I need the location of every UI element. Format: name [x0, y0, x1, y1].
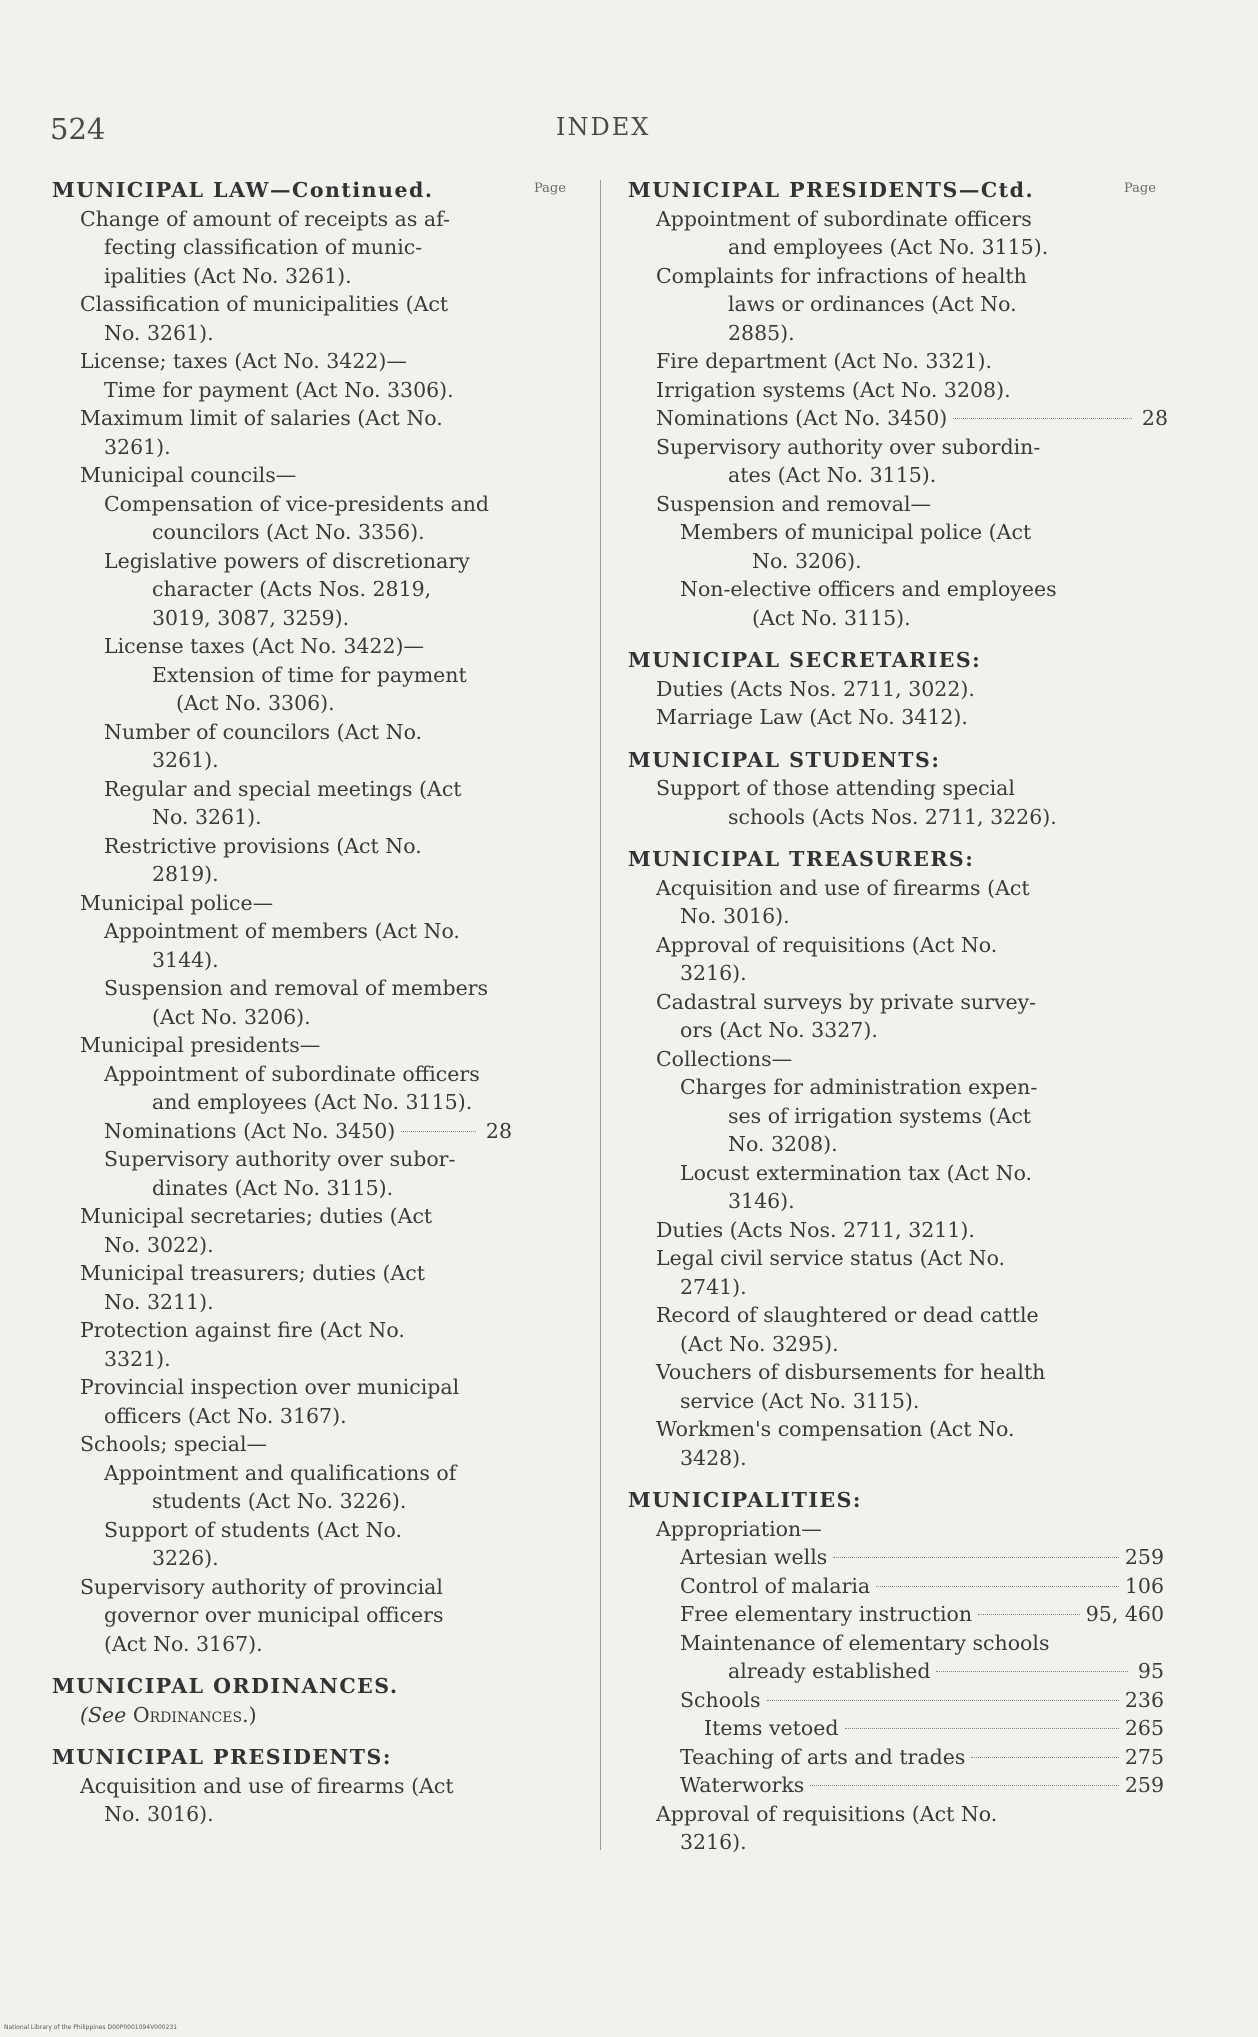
index-entry: Collections—: [656, 1046, 793, 1071]
index-heading: MUNICIPAL STUDENTS:: [628, 747, 941, 772]
index-entry-with-page: [628, 404, 1168, 433]
index-entry: Approval of requisitions (Act No.: [656, 932, 998, 957]
index-entry-cont: No. 3261).: [104, 320, 214, 345]
right-column-inner: [628, 433, 1088, 1544]
index-entry: Cadastral surveys by private survey-: [656, 989, 1037, 1014]
page-ref: 28: [1141, 406, 1168, 430]
right-column-inner: [628, 176, 1088, 404]
right-column: [628, 176, 1168, 1857]
appropriation-item: [628, 1543, 1164, 1572]
page-ref: 275: [1124, 1744, 1164, 1769]
page-number: 524: [50, 112, 106, 146]
index-subentry: Non-elective officers and employees: [680, 577, 1057, 601]
index-entry-cont: No. 3016).: [104, 1802, 214, 1826]
index-subentry: Support of students (Act No.: [104, 1517, 403, 1542]
index-entry: Irrigation systems (Act No. 3208).: [656, 377, 1011, 402]
index-subentry: Regular and special meetings (Act: [104, 776, 462, 801]
index-subentry-cont: students (Act No. 3226).: [152, 1489, 407, 1513]
index-subentry-cont: 3019, 3087, 3259).: [152, 605, 350, 630]
index-subentry-with-page: [52, 1117, 512, 1146]
index-entry-cont: (Act No. 3167).: [104, 1631, 263, 1656]
see-prefix: (See: [80, 1702, 133, 1727]
right-column-inner: [628, 1800, 1088, 1857]
index-subentry-cont: ses of irrigation systems (Act: [728, 1103, 1032, 1128]
index-subentry-cont: dinates (Act No. 3115).: [152, 1175, 394, 1200]
index-entry: Approval of requisitions (Act No.: [656, 1801, 998, 1826]
index-entry-cont: service (Act No. 3115).: [680, 1388, 920, 1413]
index-heading: MUNICIPAL PRESIDENTS—Ctd.: [628, 178, 1035, 202]
index-entry-cont: officers (Act No. 3167).: [104, 1403, 347, 1428]
see-reference: [52, 1701, 512, 1730]
index-heading: MUNICIPALITIES:: [628, 1488, 862, 1512]
index-entry-cont: 3321).: [104, 1346, 171, 1371]
dot-leader: [401, 1131, 476, 1132]
index-entry-cont: ors (Act No. 3327).: [680, 1018, 878, 1042]
see-target: Ordinances: [132, 1702, 243, 1727]
index-entry: Change of amount of receipts as af-: [80, 206, 450, 231]
index-heading: MUNICIPAL SECRETARIES:: [628, 648, 982, 672]
index-subentry: Compensation of vice-presidents and: [104, 491, 490, 516]
index-entry: Municipal secretaries; duties (Act: [80, 1204, 433, 1228]
index-entry: Marriage Law (Act No. 3412).: [656, 705, 968, 729]
index-entry-cont: No. 3016).: [680, 904, 790, 928]
index-subentry: Suspension and removal of members: [104, 976, 489, 1000]
index-entry: Maximum limit of salaries (Act No.: [80, 406, 443, 430]
index-entry: Workmen's compensation (Act No.: [656, 1417, 1015, 1441]
entry-text: Nominations (Act No. 3450): [104, 1118, 396, 1143]
entry-text: Nominations (Act No. 3450): [656, 406, 948, 430]
see-suffix: .): [242, 1702, 257, 1727]
index-entry-cont: 3216).: [680, 1830, 747, 1854]
page-ref: 95, 460: [1085, 1602, 1164, 1626]
appropriation-subitem: [628, 1714, 1164, 1743]
index-entry-cont: governor over municipal officers: [104, 1603, 444, 1627]
index-entry: Municipal presidents—: [80, 1033, 321, 1057]
index-subentry: Restrictive provisions (Act No.: [104, 833, 422, 858]
index-entry: Fire department (Act No. 3321).: [656, 349, 993, 373]
index-subentry-cont: 3261).: [152, 748, 219, 772]
index-subentry-cont: (Act No. 3115).: [752, 605, 911, 630]
index-subentry-cont: No. 3261).: [152, 805, 262, 829]
appropriation-item: [628, 1600, 1164, 1629]
appropriation-item: [628, 1572, 1164, 1601]
index-entry: Suspension and removal—: [656, 491, 931, 516]
index-entry: Municipal treasurers; duties (Act: [80, 1261, 426, 1285]
index-subentry: Members of municipal police (Act: [680, 520, 1032, 544]
left-column: [52, 176, 512, 1829]
page-column-label-left: Page: [534, 181, 566, 196]
appropriation-item: Maintenance of elementary schools: [680, 1630, 1050, 1655]
page-ref: 259: [1124, 1773, 1164, 1797]
appropriation-item-cont: [628, 1657, 1164, 1686]
index-entry: Protection against fire (Act No.: [80, 1318, 405, 1342]
index-subentry: Appointment of members (Act No.: [104, 919, 460, 943]
page-column-label-right: Page: [1124, 181, 1156, 196]
running-head: INDEX: [556, 113, 651, 141]
entry-text: already established: [728, 1659, 931, 1683]
column-divider: [600, 180, 601, 1850]
index-entry: Municipal police—: [80, 890, 274, 915]
dot-leader: [810, 1785, 1119, 1786]
page-ref: 236: [1124, 1687, 1164, 1712]
index-entry: Schools; special—: [80, 1432, 268, 1456]
index-entry-cont: and employees (Act No. 3115).: [728, 235, 1049, 259]
index-entry-cont: fecting classification of munic-: [104, 235, 423, 259]
index-entry: Supervisory authority of provincial: [80, 1574, 443, 1599]
index-subentry: Supervisory authority over subor-: [104, 1147, 456, 1171]
index-entry: Vouchers of disbursements for health: [656, 1360, 1046, 1384]
index-entry: Municipal councils—: [80, 463, 297, 487]
index-subentry-cont: councilors (Act No. 3356).: [152, 520, 425, 544]
dot-leader: [936, 1671, 1128, 1672]
index-entry: Acquisition and use of firearms (Act: [656, 875, 1030, 900]
index-subsubentry: Extension of time for payment: [152, 662, 467, 687]
index-entry-cont: laws or ordinances (Act No.: [728, 292, 1017, 316]
entry-text: Schools: [680, 1687, 761, 1712]
index-entry-cont: No. 3211).: [104, 1289, 214, 1314]
index-entry: Supervisory authority over subordin-: [656, 434, 1041, 459]
index-entry-cont: ipalities (Act No. 3261).: [104, 263, 352, 288]
entry-text: Free elementary instruction: [680, 1602, 973, 1626]
page-ref: 28: [485, 1118, 512, 1143]
dot-leader: [978, 1614, 1080, 1615]
index-entry: Provincial inspection over municipal: [80, 1375, 460, 1399]
index-entry: Acquisition and use of firearms (Act: [80, 1773, 454, 1798]
index-heading: MUNICIPAL PRESIDENTS:: [52, 1745, 392, 1769]
index-entry: Complaints for infractions of health: [656, 263, 1027, 288]
index-subentry-cont: 3146).: [728, 1189, 795, 1213]
index-subentry: Charges for administration expen-: [680, 1075, 1038, 1099]
index-subentry-cont: No. 3208).: [728, 1132, 838, 1156]
entry-text: Artesian wells: [680, 1545, 828, 1569]
page-ref: 265: [1124, 1716, 1164, 1740]
dot-leader: [876, 1586, 1119, 1587]
index-subentry: Time for payment (Act No. 3306).: [104, 377, 454, 402]
entry-text: Teaching of arts and trades: [680, 1744, 966, 1769]
appropriation-item: [628, 1743, 1164, 1772]
index-subentry-cont: character (Acts Nos. 2819,: [152, 577, 432, 601]
index-subentry-cont: (Act No. 3206).: [152, 1004, 311, 1029]
index-entry: Support of those attending special: [656, 776, 1015, 800]
appropriation-list: [628, 1543, 1164, 1800]
index-subentry: License taxes (Act No. 3422)—: [104, 634, 425, 658]
dot-leader: [767, 1700, 1119, 1701]
dot-leader: [971, 1757, 1119, 1758]
index-entry-cont: 3216).: [680, 961, 747, 985]
dot-leader: [845, 1728, 1119, 1729]
index-entry-cont: No. 3022).: [104, 1232, 214, 1257]
index-entry: Appointment of subordinate officers: [656, 206, 1032, 231]
index-entry-cont: 2741).: [680, 1274, 747, 1299]
index-entry-cont: (Act No. 3295).: [680, 1331, 839, 1356]
entry-text: Control of malaria: [680, 1573, 871, 1598]
index-subentry: Legislative powers of discretionary: [104, 548, 470, 573]
page-ref: 95: [1137, 1659, 1164, 1683]
index-subentry-cont: 2819).: [152, 862, 219, 886]
index-subentry: Appointment and qualifications of: [104, 1460, 457, 1485]
appropriation-item: [628, 1771, 1164, 1800]
index-entry: Legal civil service status (Act No.: [656, 1246, 1006, 1270]
index-subentry: Number of councilors (Act No.: [104, 719, 423, 744]
page-ref: 106: [1124, 1573, 1164, 1598]
index-subsubentry-cont: (Act No. 3306).: [176, 691, 335, 715]
index-entry: Classification of municipalities (Act: [80, 292, 449, 316]
page-ref: 259: [1124, 1545, 1164, 1569]
index-entry: Appropriation—: [656, 1516, 822, 1541]
index-entry-cont: schools (Acts Nos. 2711, 3226).: [728, 804, 1057, 829]
index-subentry-cont: 3144).: [152, 947, 219, 972]
index-entry: License; taxes (Act No. 3422)—: [80, 349, 407, 373]
index-heading: MUNICIPAL LAW—Continued.: [52, 178, 434, 202]
index-entry: Record of slaughtered or dead cattle: [656, 1303, 1039, 1327]
index-entry-cont: 2885).: [728, 320, 795, 345]
scan-footer: National Library of the Philippines D00P0001094V000231: [4, 2024, 178, 2031]
entry-text: Waterworks: [680, 1773, 805, 1797]
index-entry-cont: 3428).: [680, 1445, 747, 1470]
entry-text: Items vetoed: [704, 1716, 839, 1740]
index-entry: Duties (Acts Nos. 2711, 3211).: [656, 1217, 975, 1242]
appropriation-item: [628, 1686, 1164, 1715]
dot-leader: [953, 418, 1132, 419]
index-subentry: Appointment of subordinate officers: [104, 1061, 480, 1086]
index-subentry-cont: No. 3206).: [752, 548, 862, 573]
index-heading: MUNICIPAL TREASURERS:: [628, 847, 975, 871]
index-entry-cont: 3261).: [104, 434, 171, 459]
index-subentry-cont: 3226).: [152, 1546, 219, 1570]
dot-leader: [833, 1557, 1119, 1558]
index-subentry: Locust extermination tax (Act No.: [680, 1160, 1033, 1185]
index-subentry-cont: and employees (Act No. 3115).: [152, 1090, 473, 1114]
index-entry-cont: ates (Act No. 3115).: [728, 463, 937, 487]
index-heading: MUNICIPAL ORDINANCES.: [52, 1674, 399, 1698]
index-entry: Duties (Acts Nos. 2711, 3022).: [656, 676, 975, 701]
